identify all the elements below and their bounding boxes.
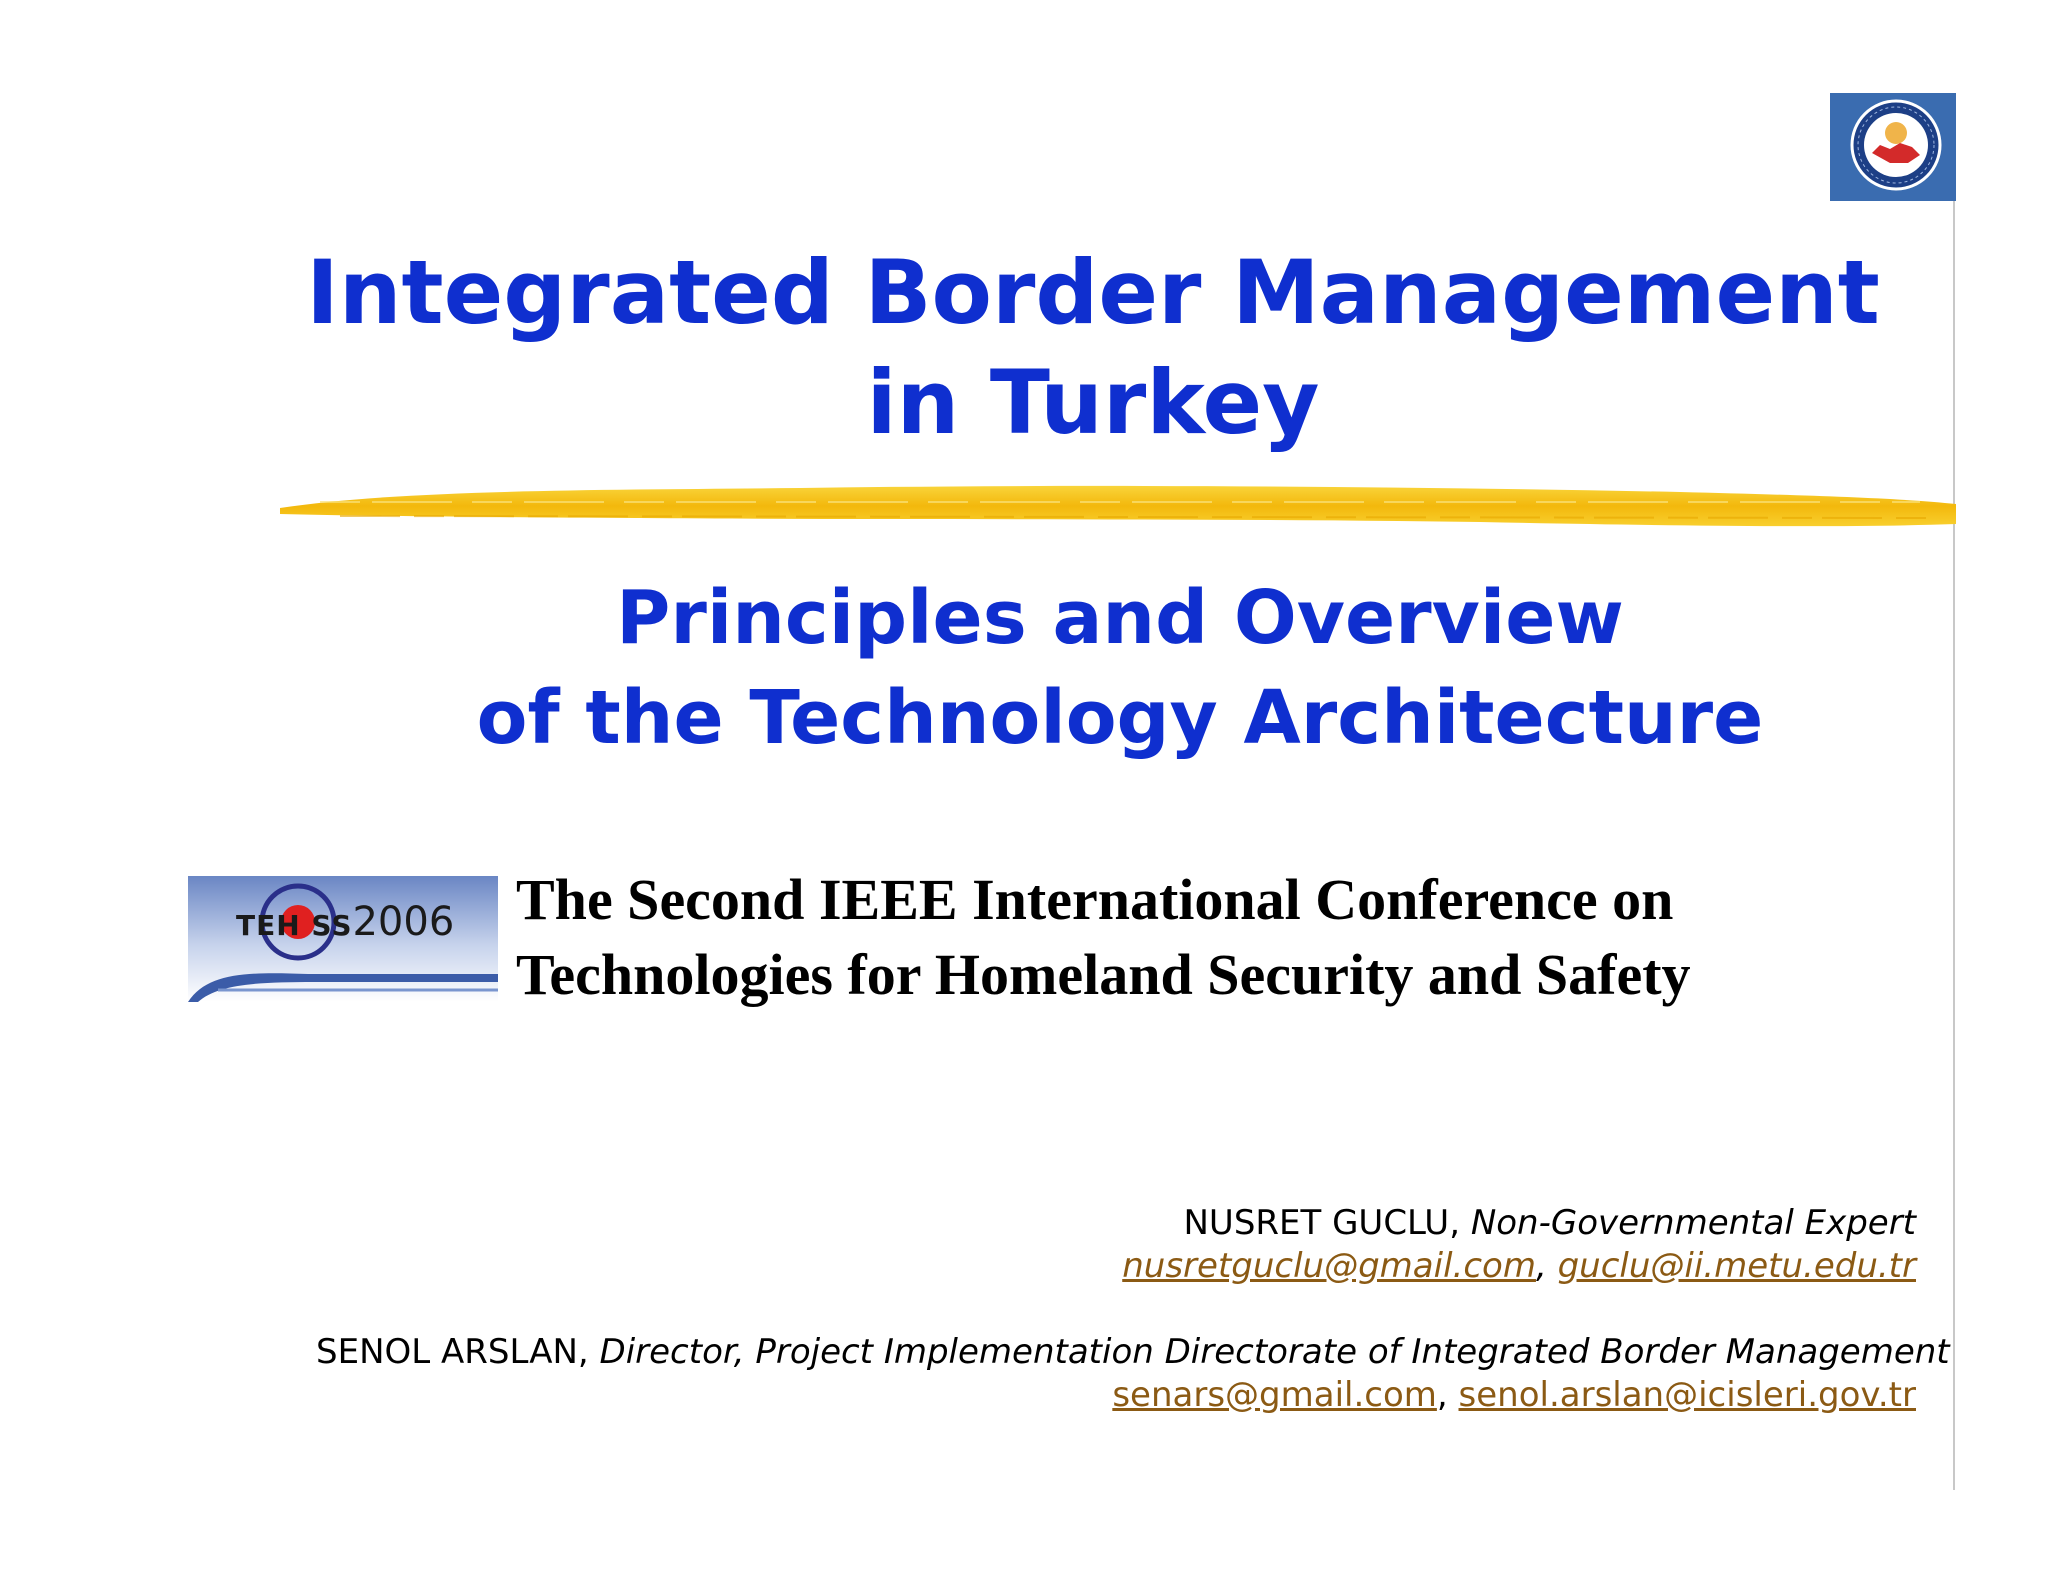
author-1-line [316,1202,1916,1245]
tehss-logo-icon [188,876,498,1002]
highlighter-stroke [280,468,1956,538]
author-2-line [316,1331,1950,1374]
ministry-emblem-icon [1830,93,1956,201]
subtitle-line-2: of the Technology Architecture [476,675,1764,761]
author-2-name: SENOL ARSLAN, [316,1332,600,1372]
slide-subtitle [0,568,2048,768]
author-2-emails [316,1374,1916,1417]
conference-name [516,862,1876,1012]
author-1-name: NUSRET GUCLU, [1183,1203,1471,1243]
author-1-email-1-link[interactable]: nusretguclu@gmail.com [1122,1246,1536,1286]
author-1-role: Non-Governmental Expert [1470,1203,1916,1243]
author-1-email-2-link[interactable]: guclu@ii.metu.edu.tr [1557,1246,1916,1286]
author-1-email-separator: , [1535,1246,1558,1286]
conference-line-2: Technologies for Homeland Security and Safety [516,942,1691,1007]
author-2-email-2-link[interactable]: senol.arslan@icisleri.gov.tr [1458,1375,1916,1415]
conference-line-1: The Second IEEE International Conference on [516,867,1674,932]
tehss-logo-text: TEH SS2006 [236,899,455,945]
title-line-2: in Turkey [866,351,1320,454]
author-2-email-1-link[interactable]: senars@gmail.com [1112,1375,1437,1415]
title-line-1: Integrated Border Management [306,241,1880,344]
authors-block [316,1202,1950,1417]
author-2-role: Director, Project Implementation Directorate of Integrated Border Management [599,1332,1950,1372]
author-2-email-separator: , [1436,1375,1459,1415]
subtitle-line-1: Principles and Overview [616,575,1624,661]
author-1-emails [316,1245,1916,1288]
slide-title [0,238,2048,458]
